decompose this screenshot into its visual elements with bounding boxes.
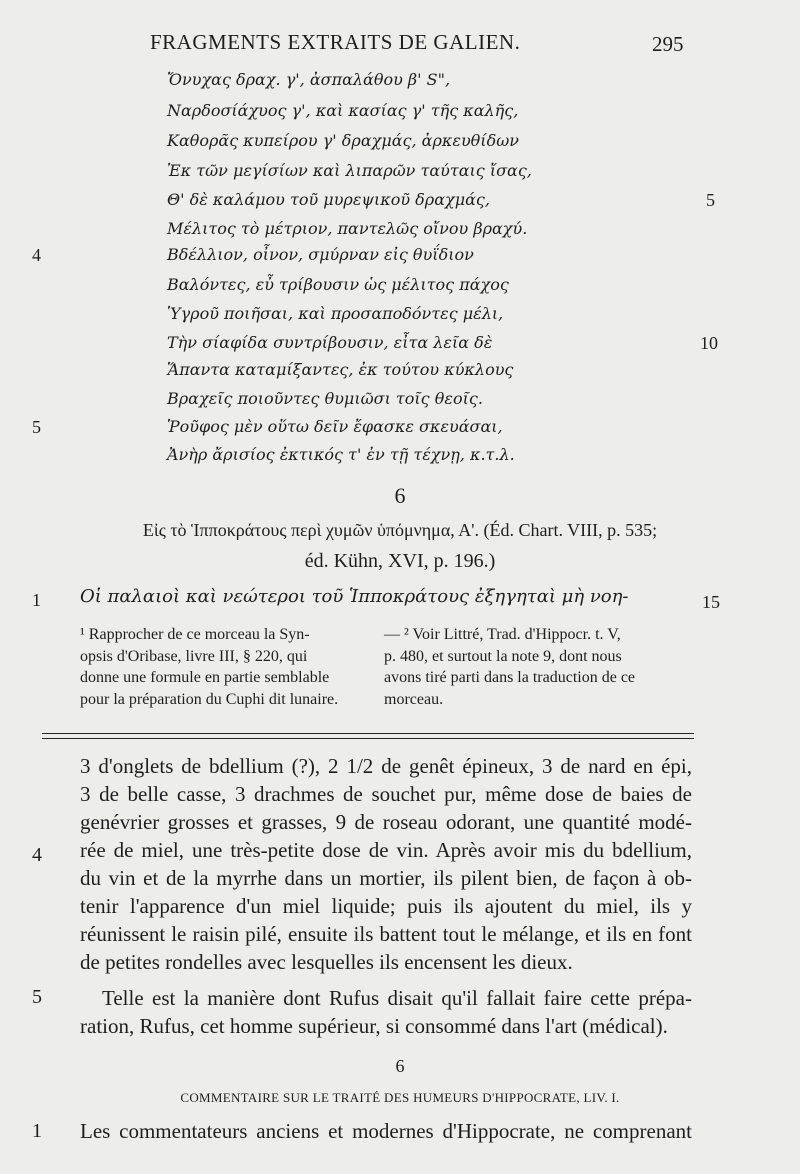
footnote-line: opsis d'Oribase, livre III, § 220, qui: [80, 647, 308, 665]
translation-line: 3 d'onglets de bdellium (?), 2 1/2 de genêt épineux, 3 de nard en épi,: [80, 754, 692, 778]
verse-text: Ἐκ τῶν μεγίσίων καὶ λιπαρῶν ταύταις ἴσας,: [167, 161, 532, 180]
page-number: 295: [652, 32, 684, 56]
translation-line: tenir l'apparence d'un miel liquide; puis ils ajoutent du miel, ils y: [80, 894, 692, 918]
translation-line: ration, Rufus, cet homme supérieur, si consommé dans l'art (médical).: [80, 1014, 668, 1038]
translation-paragraph: [80, 984, 692, 1040]
line-number: 5: [32, 986, 42, 1008]
running-header: FRAGMENTS EXTRAITS DE GALIEN.: [150, 30, 521, 54]
footnote-line: morceau.: [384, 690, 444, 708]
verse-text: Μέλιτος τὸ μέτριον, παντελῶς οἴνου βραχύ.: [167, 219, 528, 238]
footnote-line: donne une formule en partie semblable: [80, 669, 330, 686]
verse-text: Ναρδοσίάχυος γ', καὶ κασίας γ' τῆς καλῆς,: [167, 101, 519, 120]
translation-line: rée de miel, une très-petite dose de vin. Après avoir mis du bdellium,: [80, 838, 692, 862]
verse-text: Ἀνὴρ ἄρισίος ἐκτικός τ' ἐν τῇ τέχνῃ, κ.τ.λ.: [167, 445, 515, 464]
verse-text: Ὄνυχας δραχ. γ', ἀσπαλάθου β' S",: [167, 70, 451, 89]
translation-line: du vin et de la myrrhe dans un mortier, ils pilent bien, de façon à ob-: [80, 866, 692, 890]
verse-text: Ὑγροῦ ποιῆσαι, καὶ προσαποδόντες μέλι,: [167, 304, 504, 323]
footnote-line: pour la préparation du Cuphi dit lunaire.: [80, 690, 339, 708]
line-number: 15: [702, 592, 720, 612]
translation-line: Telle est la manière dont Rufus disait qu'il fallait faire cette prépa-: [102, 986, 692, 1010]
greek-opening-line: Οἱ παλαιοὶ καὶ νεώτεροι τοῦ Ἱπποκράτους ἐξηγηταὶ μὴ νοη-: [80, 586, 629, 607]
verse-text: Ἅπαντα καταμίξαντες, ἐκ τούτου κύκλους: [167, 360, 514, 379]
line-number: 1: [32, 590, 41, 610]
verse-text: Καθορᾶς κυπείρου γ' δραχμάς, ἀρκευθίδων: [167, 131, 519, 150]
translation-line: de petites rondelles avec lesquelles ils encensent les dieux.: [80, 950, 573, 974]
section-number: 6: [395, 1056, 405, 1076]
footnote-line: — ² Voir Littré, Trad. d'Hippocr. t. V,: [384, 626, 621, 643]
verse-text: Βραχεῖς ποιοῦντες θυμιῶσι τοῖς θεοῖς.: [167, 389, 483, 408]
translation-line: Les commentateurs anciens et modernes d'Hippocrate, ne comprenant: [80, 1119, 692, 1143]
translation-paragraph: [80, 752, 692, 976]
footnote-line: ¹ Rapprocher de ce morceau la Syn-: [80, 626, 310, 643]
verse-text: Βδέλλιον, οἶνον, σμύρναν εἰς θυΐδιον: [167, 245, 474, 264]
separator-rule: [42, 738, 694, 739]
translation-line: réunissent le raisin pilé, ensuite ils battent tout le mélange, et ils en font: [80, 922, 692, 946]
verse-text: Τὴν σίαφίδα συντρίβουσιν, εἶτα λεῖα δὲ: [167, 333, 493, 352]
verse-text: Βαλόντες, εὖ τρίβουσιν ὡς μέλιτος πάχος: [167, 275, 509, 294]
line-number: 1: [32, 1120, 42, 1142]
footnote-right: [384, 624, 696, 710]
source-reference-line: éd. Kühn, XVI, p. 196.): [304, 550, 496, 572]
verse-line-number: 4: [32, 245, 41, 265]
footnote-line: p. 480, et surtout la note 9, dont nous: [384, 647, 622, 665]
footnote-line: avons tiré parti dans la traduction de ce: [384, 669, 636, 686]
verse-line-number: 5: [706, 190, 715, 210]
translation-line: genévrier grosses et grasses, 9 de roseau odorant, une quantité modé-: [80, 810, 692, 834]
source-reference-line: Εἰς τὸ Ἱπποκράτους περὶ χυμῶν ὑπόμνημα, Α'. (Éd. Chart. VIII, p. 535;: [142, 520, 658, 540]
verse-text: Θ' δὲ καλάμου τοῦ μυρεψικοῦ δραχμάς,: [167, 190, 490, 209]
verse-line-number: 10: [700, 333, 718, 353]
footnote-left: [80, 624, 370, 710]
translation-line: 3 de belle casse, 3 drachmes de souchet pur, même dose de baies de: [80, 782, 692, 806]
translation-paragraph: [80, 1117, 692, 1145]
line-number: 4: [32, 844, 42, 866]
verse-line-number: 5: [32, 417, 41, 437]
section-title: COMMENTAIRE SUR LE TRAITÉ DES HUMEURS D'HIPPOCRATE, LIV. I.: [180, 1090, 620, 1105]
section-number: 6: [394, 483, 406, 508]
separator-rule: [42, 733, 694, 734]
verse-text: Ῥοῦφος μὲν οὕτω δεῖν ἔφασκε σκευάσαι,: [167, 417, 503, 436]
